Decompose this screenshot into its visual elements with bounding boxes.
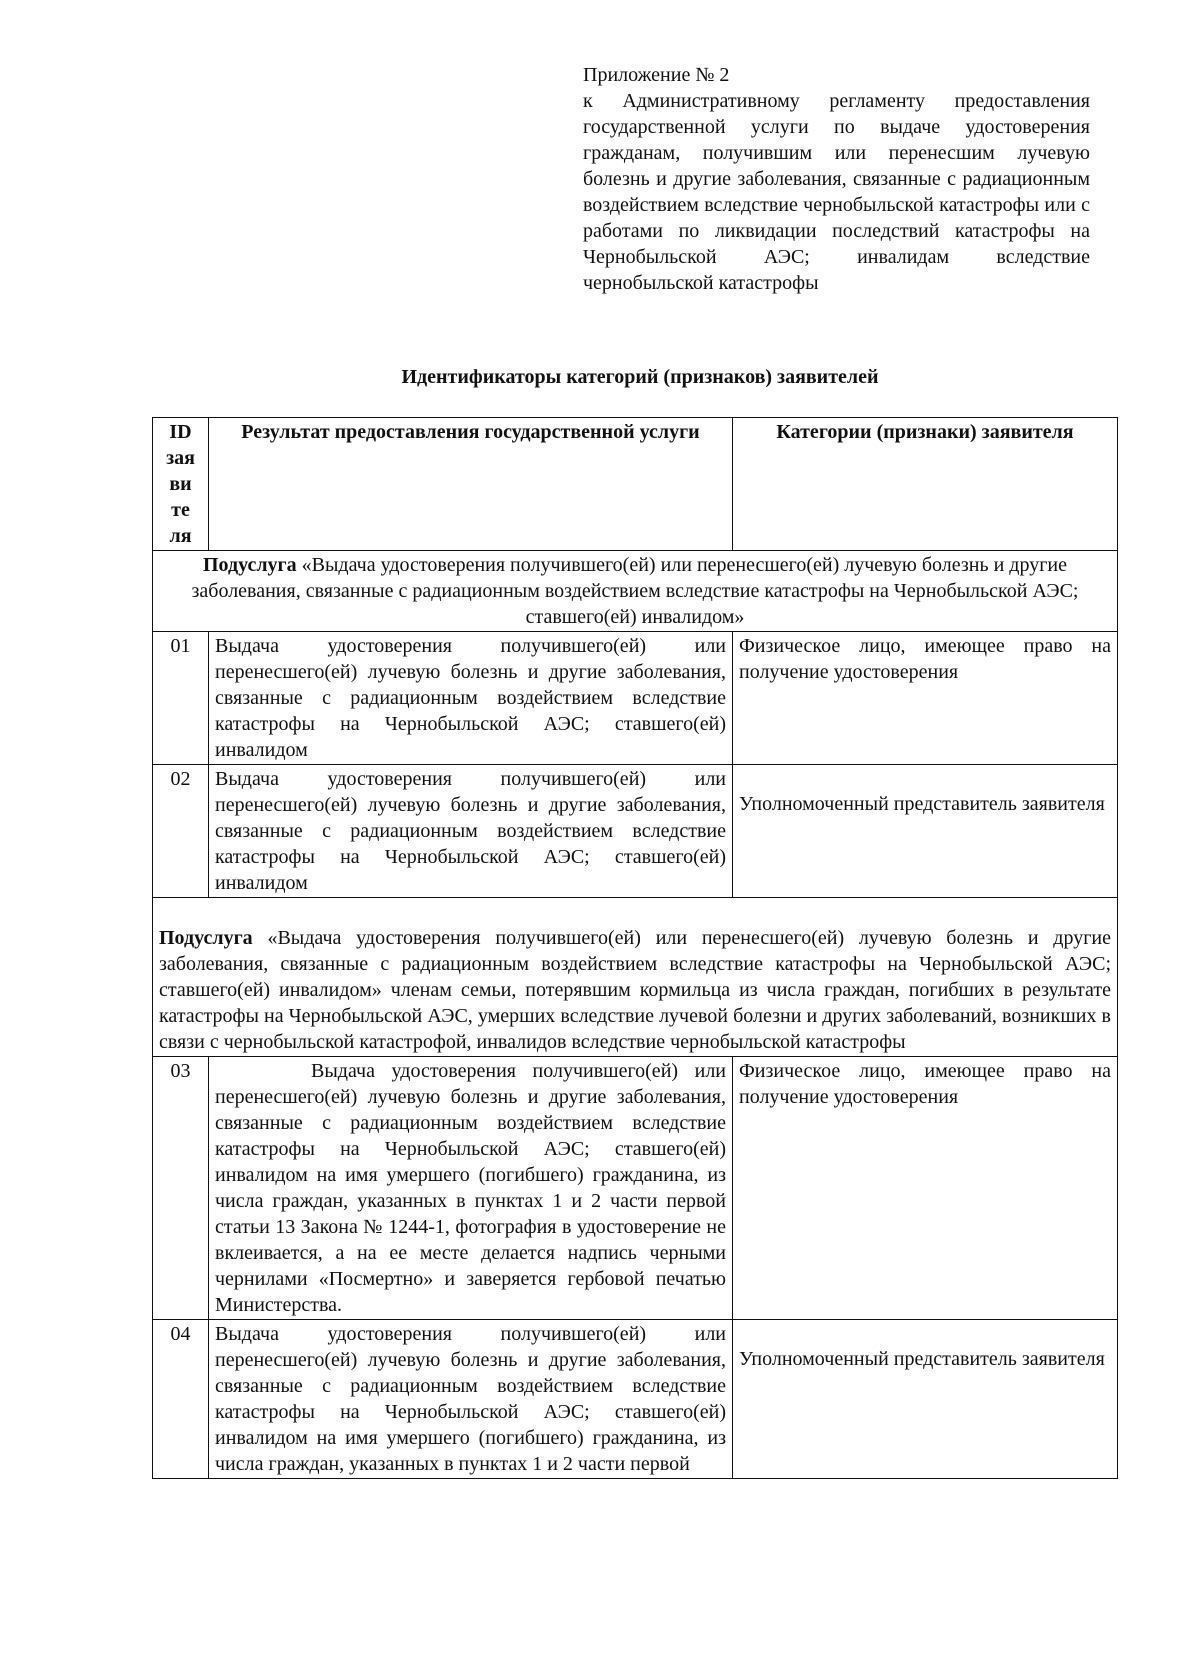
header-id: ID зая ви те ля xyxy=(153,418,209,551)
subservice-2-lead: Подуслуга xyxy=(159,927,253,949)
row-id: 02 xyxy=(153,765,209,898)
identifiers-table xyxy=(152,417,1118,1479)
subservice-1-lead: Подуслуга xyxy=(202,554,297,576)
table-header-row xyxy=(153,418,1118,551)
table-row xyxy=(153,765,1118,898)
subservice-row-2 xyxy=(153,898,1118,1057)
row-category: Уполномоченный представитель заявителя xyxy=(733,1320,1118,1479)
row-id: 04 xyxy=(153,1320,209,1479)
row-id: 03 xyxy=(153,1057,209,1320)
appendix-number: Приложение № 2 xyxy=(583,64,730,86)
appendix-text: к Административному регламенту предоставления государственной услуги по выдаче удостоверения гражданам, получившим или перенесшим лучевую болезнь и другие заболевания, связанные с радиационным воздействием вследствие чернобыльской катастрофы или с работами по ликвидации последствий катастрофы на Чернобыльской АЭС; инвалидам вследствие чернобыльской катастрофы xyxy=(583,90,1090,294)
appendix-block xyxy=(583,62,1090,296)
row-result: Выдача удостоверения получившего(ей) или перенесшего(ей) лучевую болезнь и другие заболевания, связанные с радиационным воздействием вследствие катастрофы на Чернобыльской АЭС; ставшего(ей) инвалидом xyxy=(209,765,733,898)
row-category: Физическое лицо, имеющее право на получение удостоверения xyxy=(733,1057,1118,1320)
row-result: Выдача удостоверения получившего(ей) или перенесшего(ей) лучевую болезнь и другие заболевания, связанные с радиационным воздействием вследствие катастрофы на Чернобыльской АЭС; ставшего(ей) инвалидом на имя умершего (погибшего) гражданина, из числа граждан, указанных в пунктах 1 и 2 части первой статьи 13 Закона № 1244-1, фотография в удостоверение не вклеивается, а на ее месте делается надпись черными чернилами «Посмертно» и заверяется гербовой печатью Министерства. xyxy=(209,1057,733,1320)
row-category: Физическое лицо, имеющее право на получение удостоверения xyxy=(733,632,1118,765)
row-result: Выдача удостоверения получившего(ей) или перенесшего(ей) лучевую болезнь и другие заболевания, связанные с радиационным воздействием вследствие катастрофы на Чернобыльской АЭС; ставшего(ей) инвалидом на имя умершего (погибшего) гражданина, из числа граждан, указанных в пунктах 1 и 2 части первой xyxy=(209,1320,733,1479)
table-row xyxy=(153,1320,1118,1479)
row-category: Уполномоченный представитель заявителя xyxy=(733,765,1118,898)
subservice-row-1 xyxy=(153,551,1118,632)
table-row xyxy=(153,1057,1118,1320)
document-title: Идентификаторы категорий (признаков) заявителей xyxy=(401,366,879,388)
subservice-1-text: «Выдача удостоверения получившего(ей) или перенесшего(ей) лучевую болезнь и другие заболевания, связанные с радиационным воздействием вследствие катастрофы на Чернобыльской АЭС; ставшего(ей) инвалидом» xyxy=(191,554,1079,628)
row-result: Выдача удостоверения получившего(ей) или перенесшего(ей) лучевую болезнь и другие заболевания, связанные с радиационным воздействием вследствие катастрофы на Чернобыльской АЭС; ставшего(ей) инвалидом xyxy=(209,632,733,765)
row-id: 01 xyxy=(153,632,209,765)
table-row xyxy=(153,632,1118,765)
subservice-2-text: «Выдача удостоверения получившего(ей) или перенесшего(ей) лучевую болезнь и другие заболевания, связанные с радиационным воздействием вследствие катастрофы на Чернобыльской АЭС; ставшего(ей) инвалидом» членам семьи, потерявшим кормильца из числа граждан, погибших в результате катастрофы на Чернобыльской АЭС, умерших вследствие лучевой болезни и других заболеваний, возникших в связи с чернобыльской катастрофой, инвалидов вследствие чернобыльской катастрофы xyxy=(159,927,1111,1053)
header-result: Результат предоставления государственной услуги xyxy=(209,418,733,551)
header-category: Категории (признаки) заявителя xyxy=(733,418,1118,551)
